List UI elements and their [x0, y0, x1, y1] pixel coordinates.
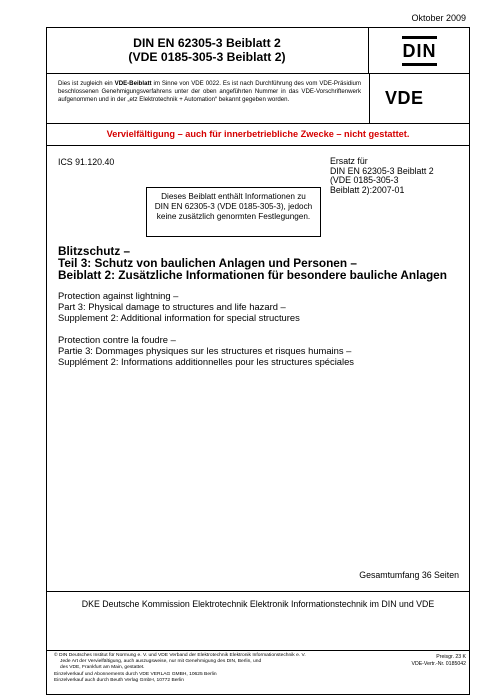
title-english: [58, 291, 458, 323]
title-english-line3: Supplement 2: Additional information for special structures: [58, 311, 300, 323]
replacement-line2: DIN EN 62305-3 Beiblatt 2: [330, 165, 434, 176]
title-french-line1: Protection contre la foudre –: [58, 334, 176, 345]
footer-line2: Jede Art der Vervielfältigung, auch auszugsweise, nur mit Genehmigung des DIN, Berlin, und: [60, 659, 262, 665]
ics-code: ICS 91.120.40: [58, 157, 115, 167]
footer-line4: Einzelverkauf und Abonnements durch VDE VERLAG GMBH, 10625 Berlin: [54, 671, 217, 677]
vde-logo-icon: VDE: [385, 88, 424, 108]
replacement-info: [330, 157, 434, 195]
order-number: VDE-Vertr.-Nr. 0185042: [411, 660, 466, 667]
title-german-line3: Beiblatt 2: Zusätzliche Informationen für besondere bauliche Anlagen: [58, 268, 447, 283]
vde-description-rest: im Sinne von VDE 0022. Es ist nach Durchführung des vom VDE-Präsidium beschlossenen Genehmigungsverfahrens unter der oben angeführten Nummer in das VDE-Vorschriftenwerk aufgenommen und in der „etz Elektrotechnik + Automation“ bekannt gegeben worden.: [58, 80, 362, 104]
info-line1: Dieses Beiblatt enthält Informationen zu: [161, 192, 306, 201]
replacement-line3: (VDE 0185-305-3: [330, 175, 399, 186]
title-english-line2: Part 3: Physical damage to structures and life hazard –: [58, 300, 286, 312]
document-number: [46, 27, 369, 74]
footer-line3: des VDE, Frankfurt am Main, gestattet.: [60, 665, 145, 671]
vde-description: [58, 80, 361, 104]
footer-line5: Einzelverkauf auch durch Beuth Verlag GmbH, 10772 Berlin: [54, 677, 184, 683]
price-group: Preisgr. 23 K: [436, 654, 466, 660]
divider: [46, 591, 470, 592]
title-german: [58, 245, 458, 282]
divider: [46, 123, 470, 124]
din-logo-box: [369, 27, 470, 74]
replacement-line4: Beiblatt 2):2007-01: [330, 184, 405, 195]
dke-commission: DKE Deutsche Kommission Elektrotechnik Elektronik Informationstechnik im DIN und VDE: [81, 599, 435, 609]
divider: [46, 650, 470, 651]
replacement-line1: Ersatz für: [330, 156, 368, 166]
title-english-line1: Protection against lightning –: [58, 290, 179, 301]
copy-notice: Vervielfältigung – auch für innerbetriebliche Zwecke – nicht gestattet.: [106, 129, 410, 139]
title-french: [58, 335, 458, 367]
divider: [46, 145, 470, 146]
vde-description-prefix: Dies ist zugleich ein: [58, 80, 115, 87]
din-logo-icon: DIN: [402, 36, 437, 66]
title-french-line2: Partie 3: Dommages physiques sur les structures et risques humains –: [58, 344, 352, 356]
title-french-line3: Supplément 2: Informations additionnelles pour les structures spéciales: [58, 355, 354, 367]
title-german-line1: Blitzschutz –: [58, 244, 131, 258]
info-line2: DIN EN 62305-3 (VDE 0185-305-3), jedoch: [154, 202, 313, 212]
footer-line1: © DIN Deutsches Institut für Normung e. V. und VDE Verband der Elektrotechnik Elektronik Informationstechnik e. V.: [54, 653, 306, 658]
document-number-line2: (VDE 0185-305-3 Beiblatt 2): [128, 50, 286, 64]
copyright-footer: [54, 653, 394, 684]
supplement-info-box: [146, 187, 321, 237]
title-german-line2: Teil 3: Schutz von baulichen Anlagen und Personen –: [58, 256, 357, 271]
document-number-line1: DIN EN 62305-3 Beiblatt 2: [133, 36, 281, 50]
header-vertical-divider: [369, 74, 370, 124]
total-pages: Gesamtumfang 36 Seiten: [359, 570, 459, 580]
price-info: [412, 654, 467, 667]
info-line3: keine zusätzlich genormten Festlegungen.: [156, 212, 311, 222]
publication-date: Oktober 2009: [411, 13, 466, 23]
vde-description-bold: VDE-Beiblatt: [114, 80, 152, 87]
